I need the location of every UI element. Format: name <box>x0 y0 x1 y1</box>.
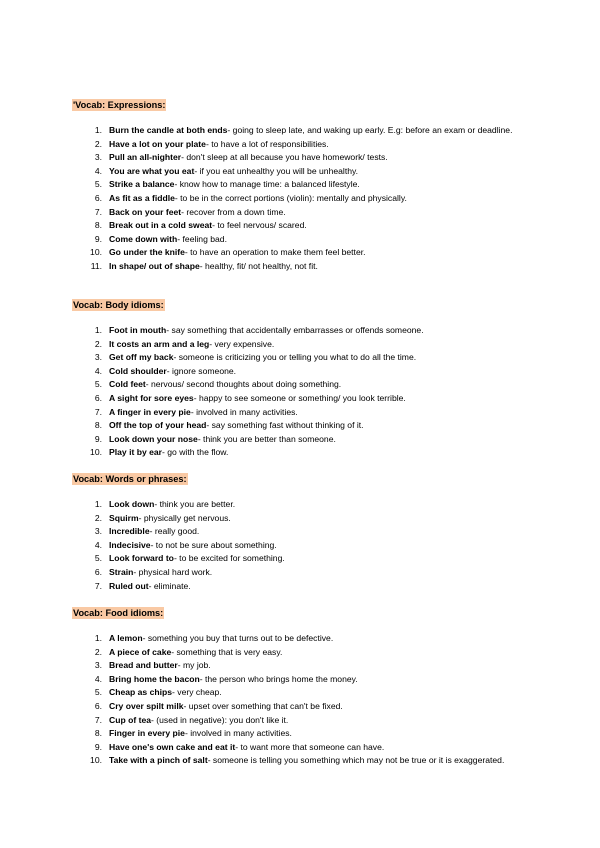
item-number: 4. <box>94 539 102 550</box>
item-definition: - happy to see someone or something/ you look terrible. <box>193 392 406 403</box>
item-number: 5. <box>94 179 102 190</box>
item-term: Take with a pinch of salt <box>109 755 208 766</box>
item-number: 7. <box>94 580 102 591</box>
list-item <box>72 433 552 447</box>
item-term: Come down with <box>109 233 178 244</box>
item-term: Strike a balance <box>109 179 175 190</box>
item-term: Cold shoulder <box>109 365 167 376</box>
list-item <box>72 446 552 460</box>
item-number: 3. <box>94 352 102 363</box>
list-item <box>72 714 552 728</box>
item-term: A sight for sore eyes <box>109 392 194 403</box>
item-term: Go under the knife <box>109 247 185 258</box>
item-number: 4. <box>94 673 102 684</box>
item-definition: - say something fast without thinking of it. <box>206 420 364 431</box>
item-definition: - involved in many activities. <box>190 406 298 417</box>
list-item <box>72 365 552 379</box>
item-term: Have a lot on your plate <box>109 138 206 149</box>
item-term: Foot in mouth <box>109 325 167 335</box>
item-definition: - to be in the correct portions (violin): mentally and physically. <box>174 192 407 203</box>
vocab-list <box>72 632 552 768</box>
item-number: 10. <box>90 755 102 766</box>
item-term: Off the top of your head <box>109 420 207 431</box>
item-term: Play it by ear <box>109 447 163 458</box>
item-definition: - (used in negative): you don't like it. <box>151 714 289 725</box>
item-number: 7. <box>94 714 102 725</box>
list-item <box>72 378 552 392</box>
item-definition: - think you are better. <box>154 499 236 509</box>
list-item <box>72 512 552 526</box>
section-expressions <box>72 95 552 274</box>
list-item <box>72 324 552 338</box>
item-term: A piece of cake <box>109 646 172 657</box>
item-definition: - think you are better than someone. <box>197 433 336 444</box>
item-definition: - to not be sure about something. <box>150 539 277 550</box>
list-item <box>72 178 552 192</box>
item-term: Break out in a cold sweat <box>109 220 213 231</box>
list-item <box>72 260 552 274</box>
section-body-idioms <box>72 295 552 460</box>
list-item <box>72 741 552 755</box>
item-number: 8. <box>94 420 102 431</box>
item-number: 10. <box>90 247 102 258</box>
item-term: It costs an arm and a leg <box>109 338 210 349</box>
item-definition: - going to sleep late, and waking up early. E.g: before an exam or deadline. <box>227 125 513 135</box>
item-definition: - feeling bad. <box>177 233 227 244</box>
item-term: Cold feet <box>109 379 146 390</box>
item-term: A lemon <box>109 633 143 643</box>
item-number: 11. <box>90 260 102 271</box>
item-definition: - someone is telling you something which may not be true or it is exaggerated. <box>207 755 505 766</box>
list-item <box>72 754 552 768</box>
item-definition: - don't sleep at all because you have homework/ tests. <box>181 152 388 163</box>
item-definition: - upset over something that can't be fixed. <box>183 700 343 711</box>
item-definition: - say something that accidentally embarrasses or offends someone. <box>166 325 424 335</box>
item-term: Cup of tea <box>109 714 152 725</box>
item-term: Look down your nose <box>109 433 198 444</box>
item-number: 9. <box>94 433 102 444</box>
item-term: In shape/ out of shape <box>109 260 200 271</box>
list-item <box>72 151 552 165</box>
item-definition: - know how to manage time: a balanced lifestyle. <box>174 179 360 190</box>
item-definition: - recover from a down time. <box>181 206 286 217</box>
item-term: A finger in every pie <box>109 406 191 417</box>
item-number: 2. <box>94 338 102 349</box>
item-definition: - very cheap. <box>172 687 222 698</box>
item-number: 10. <box>90 447 102 458</box>
item-definition: - very expensive. <box>209 338 275 349</box>
list-item <box>72 138 552 152</box>
item-number: 3. <box>94 660 102 671</box>
item-number: 5. <box>94 553 102 564</box>
item-definition: - to have a lot of responsibilities. <box>205 138 329 149</box>
item-number: 7. <box>94 206 102 217</box>
item-term: You are what you eat <box>109 165 195 176</box>
item-number: 6. <box>94 566 102 577</box>
list-item <box>72 406 552 420</box>
section-words-phrases <box>72 469 552 593</box>
item-definition: - really good. <box>149 526 200 537</box>
item-term: Squirm <box>109 512 139 523</box>
list-item <box>72 525 552 539</box>
item-number: 6. <box>94 392 102 403</box>
vocab-list <box>72 124 552 274</box>
item-term: Finger in every pie <box>109 728 185 739</box>
section-heading: Vocab: Words or phrases: <box>73 474 187 484</box>
item-number: 4. <box>94 365 102 376</box>
list-item <box>72 124 552 138</box>
list-item <box>72 165 552 179</box>
list-item <box>72 419 552 433</box>
item-term: Burn the candle at both ends <box>109 125 228 135</box>
item-definition: - the person who brings home the money. <box>199 673 358 684</box>
item-number: 1. <box>94 499 102 509</box>
item-term: Pull an all-nighter <box>109 152 182 163</box>
item-definition: - someone is criticizing you or telling you what to do all the time. <box>173 352 417 363</box>
item-term: Strain <box>109 566 134 577</box>
list-item <box>72 351 552 365</box>
list-item <box>72 566 552 580</box>
item-term: Have one's own cake and eat it <box>109 741 236 752</box>
list-item <box>72 539 552 553</box>
item-definition: - to want more that someone can have. <box>235 741 385 752</box>
item-number: 5. <box>94 379 102 390</box>
list-item <box>72 659 552 673</box>
item-number: 8. <box>94 728 102 739</box>
item-definition: - eliminate. <box>148 580 191 591</box>
item-number: 8. <box>94 220 102 231</box>
list-item <box>72 192 552 206</box>
item-number: 2. <box>94 512 102 523</box>
list-item <box>72 646 552 660</box>
item-number: 5. <box>94 687 102 698</box>
list-item <box>72 338 552 352</box>
item-term: Back on your feet <box>109 206 182 217</box>
item-number: 6. <box>94 700 102 711</box>
list-item <box>72 686 552 700</box>
item-definition: - physically get nervous. <box>138 512 231 523</box>
item-term: Look down <box>109 499 155 509</box>
item-number: 2. <box>94 646 102 657</box>
item-term: Cry over spilt milk <box>109 700 184 711</box>
vocab-list <box>72 324 552 460</box>
section-heading: Vocab: Body idioms: <box>73 300 164 310</box>
item-term: As fit as a fiddle <box>109 192 175 203</box>
list-item <box>72 219 552 233</box>
item-number: 9. <box>94 233 102 244</box>
item-term: Get off my back <box>109 352 174 363</box>
item-number: 2. <box>94 138 102 149</box>
list-item <box>72 206 552 220</box>
item-term: Look forward to <box>109 553 174 564</box>
list-item <box>72 246 552 260</box>
item-term: Bread and butter <box>109 660 178 671</box>
item-definition: - healthy, fit/ not healthy, not fit. <box>199 260 318 271</box>
item-number: 4. <box>94 165 102 176</box>
item-definition: - to feel nervous/ scared. <box>212 220 307 231</box>
item-definition: - to have an operation to make them feel better. <box>184 247 366 258</box>
list-item <box>72 673 552 687</box>
list-item <box>72 632 552 646</box>
item-number: 6. <box>94 192 102 203</box>
list-item <box>72 233 552 247</box>
list-item <box>72 552 552 566</box>
item-term: Cheap as chips <box>109 687 173 698</box>
item-definition: - my job. <box>177 660 211 671</box>
list-item <box>72 727 552 741</box>
item-definition: - involved in many activities. <box>184 728 292 739</box>
item-number: 1. <box>94 633 102 643</box>
item-number: 7. <box>94 406 102 417</box>
item-definition: - nervous/ second thoughts about doing something. <box>145 379 342 390</box>
item-number: 3. <box>94 526 102 537</box>
item-number: 1. <box>94 325 102 335</box>
item-definition: - something that is very easy. <box>171 646 283 657</box>
item-term: Bring home the bacon <box>109 673 200 684</box>
section-heading: Vocab: Food idioms: <box>73 608 164 618</box>
item-definition: - go with the flow. <box>162 447 229 458</box>
item-definition: - if you eat unhealthy you will be unhealthy. <box>194 165 359 176</box>
list-item <box>72 580 552 594</box>
item-term: Ruled out <box>109 580 149 591</box>
list-item <box>72 498 552 512</box>
item-term: Incredible <box>109 526 150 537</box>
item-definition: - to be excited for something. <box>173 553 285 564</box>
item-number: 1. <box>94 125 102 135</box>
section-food-idioms <box>72 603 552 768</box>
section-heading: 'Vocab: Expressions: <box>73 100 166 110</box>
vocab-list <box>72 498 552 593</box>
item-definition: - physical hard work. <box>133 566 213 577</box>
item-definition: - something you buy that turns out to be defective. <box>142 633 334 643</box>
item-number: 9. <box>94 741 102 752</box>
item-number: 3. <box>94 152 102 163</box>
item-term: Indecisive <box>109 539 151 550</box>
list-item <box>72 392 552 406</box>
list-item <box>72 700 552 714</box>
item-definition: - ignore someone. <box>166 365 237 376</box>
